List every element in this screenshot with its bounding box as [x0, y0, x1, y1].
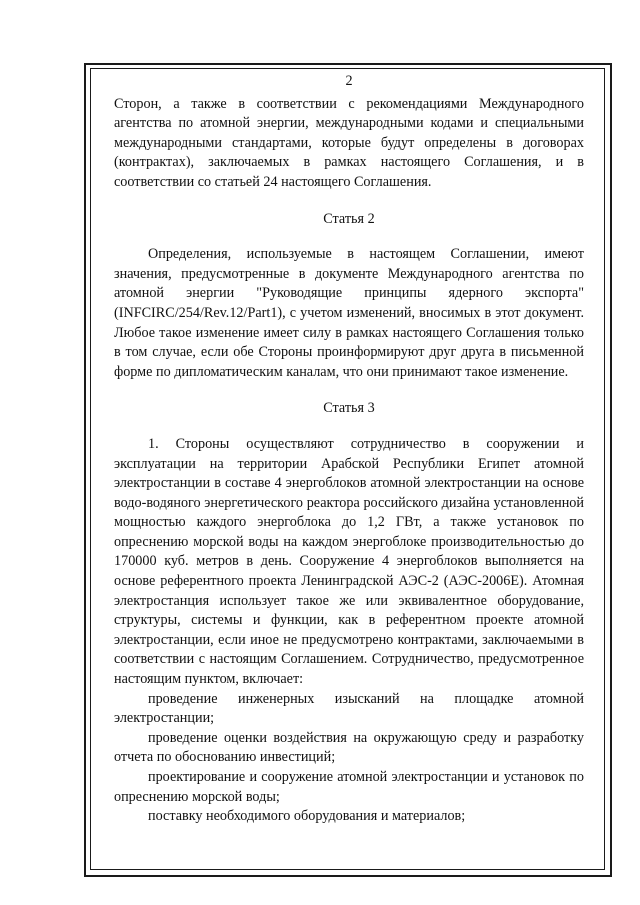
paragraph-continuation: Сторон, а также в соответствии с рекомендациями Международного агентства по атомной энергии, международными кодами и специальными международными стандартами, которые будут определены в договорах (контрактах), заключаемых в рамках настоящего Соглашения, и в соответствии со статьей 24 настоящего Соглашения.	[114, 95, 584, 190]
article-2-text: Определения, используемые в настоящем Соглашении, имеют значения, предусмотренные в документе Международного агентства по атомной энергии "Руководящие принципы ядерного экспорта" (INFCIRC/254/Rev.12/Part1), с учетом изменений, вносимых в этот документ. Любое такое изменение имеет силу в рамках настоящего Соглашения только в том случае, если обе Стороны проинформируют друг друга в письменной форме по дипломатическим каналам, что они принимают такое изменение.	[114, 246, 584, 380]
article-3-heading: Статья 3	[323, 400, 375, 417]
list-item: поставку необходимого оборудования и материалов;	[148, 808, 466, 825]
list-item: проведение инженерных изысканий на площадке атомной электростанции;	[114, 690, 584, 727]
page-content	[114, 72, 584, 827]
article-2-heading: Статья 2	[323, 210, 375, 227]
article-3-text: 1. Стороны осуществляют сотрудничество в сооружении и эксплуатации на территории Арабской Республики Египет атомной электростанции в составе 4 энергоблоков атомной электростанции на основе водо-водяного энергетического реактора российского дизайна установленной мощностью каждого энергоблока до 1,2 ГВт, а также установок по опреснению морской воды на каждом энергоблоке производительностью до 170000 куб. метров в день. Сооружение 4 энергоблоков выполняется на основе референтного проекта Ленинградской АЭС-2 (АЭС-2006Е). Атомная электростанция использует такое же или эквивалентное оборудование, структуры, системы и функции, как в референтном проекте атомной электростанции, если иное не предусмотрено контрактами, заключаемыми в соответствии с настоящим Соглашением. Сотрудничество, предусмотренное настоящим пунктом, включает:	[114, 435, 584, 688]
list-item: проведение оценки воздействия на окружающую среду и разработку отчета по обоснованию инвестиций;	[114, 729, 584, 766]
list-item: проектирование и сооружение атомной электростанции и установок по опреснению морской воды;	[114, 769, 584, 805]
page-number: 2	[345, 73, 353, 89]
